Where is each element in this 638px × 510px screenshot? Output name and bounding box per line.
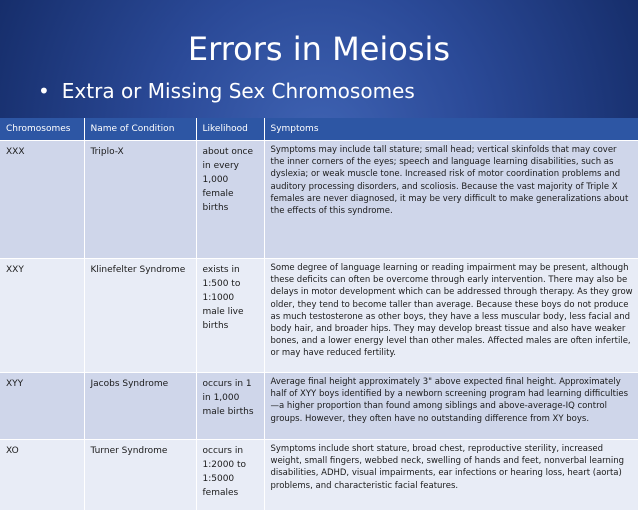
cell-likelihood: about once in every 1,000 female births — [196, 141, 264, 259]
header-condition: Name of Condition — [84, 118, 196, 141]
cell-condition: Triplo-X — [84, 141, 196, 259]
header-chromosomes: Chromosomes — [0, 118, 84, 141]
sex-chromosome-table — [0, 118, 638, 510]
bullet-point — [38, 79, 415, 103]
cell-condition: Klinefelter Syndrome — [84, 259, 196, 373]
table-row — [0, 440, 638, 510]
table-row — [0, 141, 638, 259]
cell-chromosomes: XXX — [0, 141, 84, 259]
slide-title: Errors in Meiosis — [0, 30, 638, 68]
bullet-dot-icon: • — [38, 79, 50, 103]
bullet-text: Extra or Missing Sex Chromosomes — [62, 79, 415, 103]
header-symptoms: Symptoms — [264, 118, 638, 141]
cell-symptoms: Some degree of language learning or reading impairment may be present, although these deficits can often be overcome through early intervention. There may also be delays in motor development which can be addressed through therapy. As they grow older, they tend to become taller than average. Because these boys do not produce as much testosterone as other boys, they have a less muscular body, less facial and body hair, and broader hips. They may develop breast tissue and also have weaker bones, and a lower energy level than other males. Affected males are often infertile, or may have reduced fertility. — [264, 259, 638, 373]
cell-likelihood: occurs in 1 in 1,000 male births — [196, 373, 264, 440]
table-header-row — [0, 118, 638, 141]
cell-likelihood: exists in 1:500 to 1:1000 male live births — [196, 259, 264, 373]
cell-chromosomes: XO — [0, 440, 84, 510]
cell-symptoms: Symptoms include short stature, broad chest, reproductive sterility, increased weight, small fingers, webbed neck, swelling of hands and feet, nonverbal learning disabilities, ADHD, visual impairments, ear infections or hearing loss, heart (aorta) problems, and characteristic facial features. — [264, 440, 638, 510]
header-likelihood: Likelihood — [196, 118, 264, 141]
cell-symptoms: Average final height approximately 3" above expected final height. Approximately half of XYY boys identified by a newborn screening program had learning difficulties—a higher proportion than found among siblings and above-average-IQ control groups. However, they often have no outstanding difference from XY boys. — [264, 373, 638, 440]
cell-likelihood: occurs in 1:2000 to 1:5000 females — [196, 440, 264, 510]
table-row — [0, 259, 638, 373]
cell-condition: Jacobs Syndrome — [84, 373, 196, 440]
table-row — [0, 373, 638, 440]
cell-condition: Turner Syndrome — [84, 440, 196, 510]
cell-chromosomes: XYY — [0, 373, 84, 440]
cell-chromosomes: XXY — [0, 259, 84, 373]
cell-symptoms: Symptoms may include tall stature; small head; vertical skinfolds that may cover the inner corners of the eyes; speech and language learning disabilities, such as dyslexia; or weak muscle tone. Increased risk of motor coordination problems and auditory processing disorders, and scoliosis. Because the vast majority of Triple X females are never diagnosed, it may be very difficult to make generalizations about the effects of this syndrome. — [264, 141, 638, 259]
